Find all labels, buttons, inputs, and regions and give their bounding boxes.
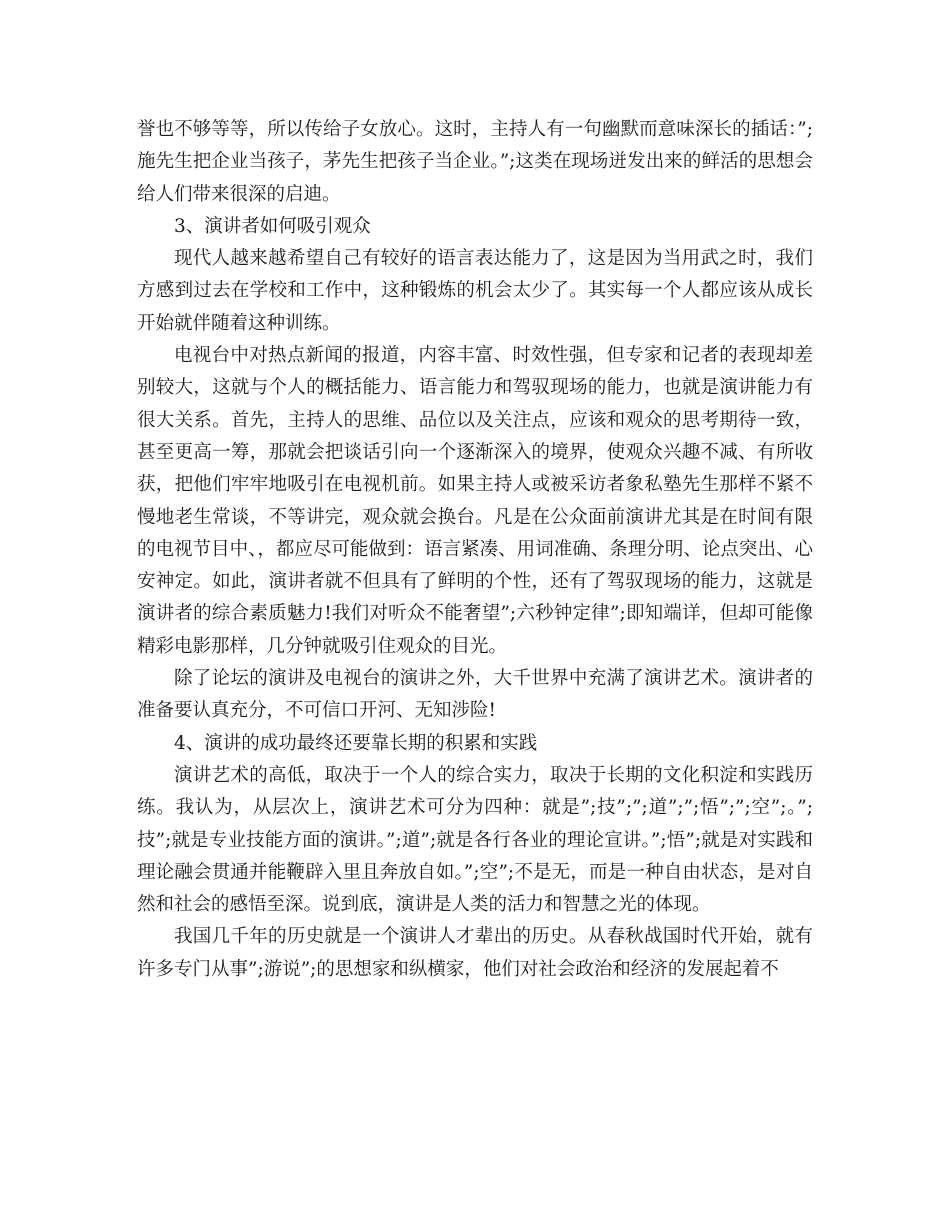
paragraph: 我国几千年的历史就是一个演讲人才辈出的历史。从春秋战国时代开始，就有许多专门从事”;游说”;的思想家和纵横家，他们对社会政治和经济的发展起着不 xyxy=(137,926,813,980)
section-heading-3: 3、演讲者如何吸引观众 xyxy=(174,215,371,237)
paragraph-continuation: 誉也不够等等，所以传给子女放心。这时，主持人有一句幽默而意味深长的插话：”;施先生把企业当孩子，茅先生把孩子当企业。”;这类在现场迸发出来的鲜活的思想会给人们带来很深的启迪。 xyxy=(137,119,813,205)
section-heading-4: 4、演讲的成功最终还要靠长期的积累和实践 xyxy=(174,732,538,754)
paragraph: 电视台中对热点新闻的报道，内容丰富、时效性强，但专家和记者的表现却差别较大，这就与个人的概括能力、语言能力和驾驭现场的能力，也就是演讲能力有很大关系。首先，主持人的思维、品位以及关注点，应该和观众的思考期待一致，甚至更高一筹，那就会把谈话引向一个逐渐深入的境界，使观众兴趣不减、有所收获，把他们牢牢地吸引在电视机前。如果主持人或被采访者象私塾先生那样不紧不慢地老生常谈，不等讲完，观众就会换台。凡是在公众面前演讲尤其是在时间有限的电视节目中、，都应尽可能做到：语言紧凑、用词准确、条理分明、论点突出、心安神定。如此，演讲者就不但具有了鲜明的个性，还有了驾驭现场的能力，这就是演讲者的综合素质魅力!我们对听众不能奢望”;六秒钟定律”;即知端详，但却可能像精彩电影那样，几分钟就吸引住观众的目光。 xyxy=(137,345,813,657)
paragraph: 演讲艺术的高低，取决于一个人的综合实力，取决于长期的文化积淀和实践历练。我认为，从层次上，演讲艺术可分为四种：就是”;技”;”;道”;”;悟”;”;空”;。”;技”;就是专业技能方面的演讲。”;道”;就是各行各业的理论宣讲。”;悟”;就是对实践和理论融会贯通并能鞭辟入里且奔放自如。”;空”;不是无，而是一种自由状态，是对自然和社会的感悟至深。说到底，演讲是人类的活力和智慧之光的体现。 xyxy=(137,764,813,916)
document-body xyxy=(137,114,813,986)
paragraph: 除了论坛的演讲及电视台的演讲之外，大千世界中充满了演讲艺术。演讲者的准备要认真充分，不可信口开河、无知涉险! xyxy=(137,668,813,722)
paragraph: 现代人越来越希望自己有较好的语言表达能力了，这是因为当用武之时，我们方感到过去在学校和工作中，这种锻炼的机会太少了。其实每一个人都应该从成长开始就伴随着这种训练。 xyxy=(137,248,813,334)
